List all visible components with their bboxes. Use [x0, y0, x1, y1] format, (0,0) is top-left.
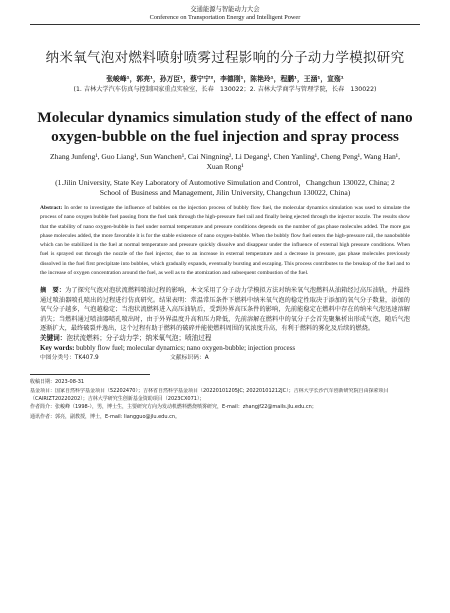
footnote-corresponding: 通讯作者：郭亮，副教授，博士，E-mail: liangguo@jlu.edu.cn。	[30, 413, 181, 420]
footnotes	[30, 378, 420, 422]
keywords-cn	[30, 334, 420, 343]
running-head	[30, 0, 420, 25]
abstract-label-cn: 摘 要：	[40, 287, 66, 295]
keywords-text-en: bubbly flow fuel; molecular dynamics; nano oxygen-bubble; injection process	[76, 344, 296, 353]
abstract-cn	[30, 286, 420, 333]
abstract-text-cn: 为了探究气泡对泡状流燃料喷油过程的影响，本文采用了分子动力学模拟方法对纳米氧气泡燃料从油箱经过高压油轨，并最终通过喷油器喷孔喷出的过程进行仿真研究。结果表明：常温常压条件下燃料中纳米氧气泡的稳定性取决于添加的氧气分子数量，添加的氧气分子越多，气泡越稳定；当泡状流燃料进入高压油轨后，受到外界高压条件的影响，先前能稳定在燃料中存在的纳米气泡迅速溶解消失；当燃料通过喷油器喷孔喷出时，由于外界温度升高和压力降低，先前溶解在燃料中的氧分子会首先聚集析出形成气泡，随后气泡逐渐扩大，最终破裂并逸出，这个过程有助于燃料的破碎并能使燃料周围的氧浓度升高，有利于燃料的雾化及后续的燃烧。	[40, 287, 410, 332]
footnote-author-bio: 作者简介：张峻峰（1998-），男，博士生，主要研究方向为发动机燃料燃烧喷雾研究，E-mail：zhangjf22@mails.jlu.edu.cn；	[30, 404, 317, 411]
affiliation-en: (1.Jilin University, State Key Laboratory of Automotive Simulation and Control，Changchun 130022, China; 2 School of Business and Management, Jilin University, Changchun 130022, China)	[55, 178, 395, 197]
keywords-en	[30, 344, 420, 353]
abstract-en	[30, 204, 420, 278]
conference-name-cn: 交通能源与智能动力大会	[190, 6, 260, 13]
footnote-funding: 基金项目：国家自然科学基金项目（52202470）；吉林省自然科学基金项目（20220101205JC; 20220101212JC）；吉林大学长沙汽车创新研究院自由探索项目（CAIRIZT20220202）；吉林大学研究生创新基金资助项目（2023CX071）；	[30, 388, 389, 402]
paper-title-cn: 纳米氧气泡对燃料喷射喷雾过程影响的分子动力学模拟研究	[45, 50, 405, 66]
affiliation-cn: (1. 吉林大学汽车仿真与控制国家重点实验室，长春 130022；2. 吉林大学商学与管理学院，长春 130022)	[73, 86, 377, 93]
clc-number: 中图分类号：TK407.9	[40, 355, 99, 362]
keywords-label-en: Key words:	[40, 344, 75, 353]
classification-row	[30, 354, 420, 362]
abstract-label: Abstract:	[40, 205, 63, 211]
abstract-text: In order to investigate the influence of bubbles on the injection process of bubbly flow fuel, the molecular dynamics simulation was used to simulate the process of nano oxygen bubble fuel passing from the fuel tank through the high-pressure fuel rail and finally being ejected through the injector nozzle. The results show that the stability of nano oxygen-bubble in fuel under normal temperature and pressure conditions depends on the number of gas phase molecules added. The more gas phase molecules added, the more favorable it is for the stable existence of nano oxygen-bubble. When the bubbly flow fuel enters the high-pressure rail, the nanobubble which can be stabilized in the fuel at normal temperature and pressure quickly dissolve and disappear under the influence of external high pressure conditions. When fuel is sprayed out through the nozzle of the fuel injector, due to an increase in external temperature and a decrease in pressure, gas phase molecules previously dissolved in the fuel first precipitate into bubbles, which gradually expands, eventually bursting and escaping. This process contributes to the breakup of the fuel and to the increase of oxygen concentration around the fuel, as well as to the atomization and subsequent combustion of the fuel.	[40, 205, 411, 277]
conference-name-en: Conference on Transportation Energy and Intelligent Power	[149, 14, 301, 21]
footnote-received: 收稿日期：2023-08-31	[30, 379, 85, 386]
paper-title-en: Molecular dynamics simulation study of the effect of nano oxygen-bubble on the fuel injection and spray process	[37, 109, 413, 145]
author-list-cn: 张峻峰¹，郭亮¹，孙万臣¹，蔡宁宁²，李德刚¹，陈艳玲¹，程鹏¹，王涵¹，宣殇¹	[106, 75, 344, 83]
footnote-rule	[30, 374, 150, 375]
header-rule	[30, 24, 420, 25]
keywords-text-cn: 泡状流燃料；分子动力学；纳米氧气泡；喷油过程	[66, 334, 212, 343]
keywords-label-cn: 关键词：	[40, 334, 67, 343]
author-list-en: Zhang Junfeng¹, Guo Liang¹, Sun Wanchen¹, Cai Ningning², Li Degang¹, Chen Yanling¹, Cheng Peng¹, Wang Han¹, Xuan Rong¹	[50, 152, 400, 171]
document-code: 文献标识码：A	[170, 355, 209, 362]
